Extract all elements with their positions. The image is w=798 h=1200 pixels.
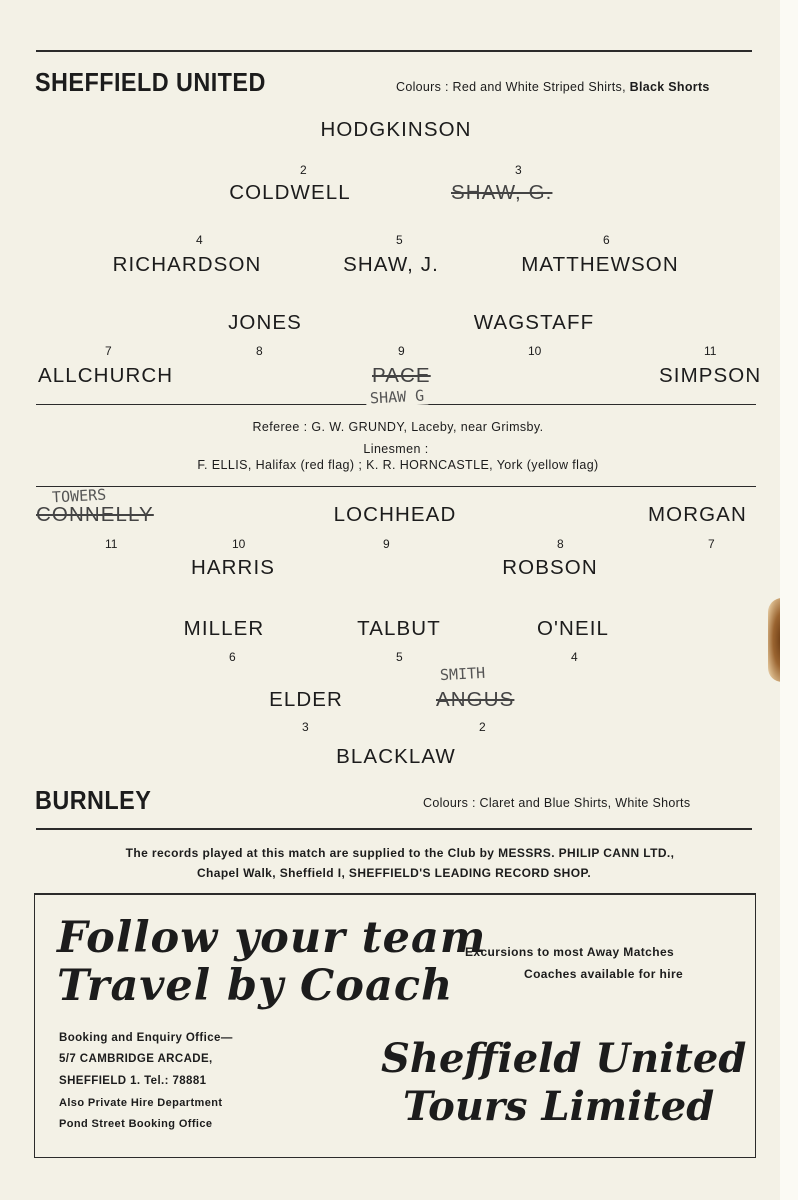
home-outside-right: ALLCHURCH — [38, 364, 174, 387]
home-inside-left: WAGSTAFF — [473, 311, 595, 334]
home-left-back-name: SHAW, G. — [451, 181, 553, 204]
home-centre-forward-name: PACE — [372, 364, 431, 387]
booking-line-3: SHEFFIELD 1. Tel.: 78881 — [59, 1075, 207, 1087]
away-centre-forward: LOCHHEAD — [333, 503, 457, 526]
home-pos-7: 7 — [105, 344, 112, 358]
away-centre-half: TALBUT — [357, 617, 441, 640]
advert-coaches: Coaches available for hire — [524, 967, 684, 981]
home-right-back: COLDWELL — [229, 181, 351, 204]
away-pos-11: 11 — [105, 537, 118, 551]
home-right-half: RICHARDSON — [112, 253, 262, 276]
home-centre-half: SHAW, J. — [343, 253, 439, 276]
away-pos-6: 6 — [229, 650, 236, 664]
home-pos-4: 4 — [196, 233, 203, 247]
away-goalkeeper: BLACKLAW — [336, 745, 456, 768]
coach-advert — [34, 895, 756, 1158]
away-left-half: MILLER — [183, 617, 265, 640]
home-colours-text: Colours : Red and White Striped Shirts, — [396, 80, 626, 94]
away-pos-8: 8 — [557, 537, 564, 551]
away-section-rule — [36, 486, 756, 487]
home-colours — [396, 80, 710, 94]
home-pos-9: 9 — [398, 344, 405, 358]
away-outside-left-name: CONNELLY — [36, 503, 154, 526]
home-handwritten-sub: SHAW G — [366, 386, 429, 407]
away-outside-right: MORGAN — [648, 503, 747, 526]
records-note-line2: Chapel Walk, Sheffield I, SHEFFIELD'S LEADING RECORD SHOP. — [196, 866, 592, 880]
home-left-half: MATTHEWSON — [521, 253, 679, 276]
company-name-1: Sheffield United — [381, 1035, 747, 1082]
home-centre-forward-crossed — [372, 364, 431, 388]
away-outside-left-crossed — [36, 503, 154, 527]
away-colours: Colours : Claret and Blue Shirts, White Shorts — [423, 796, 691, 810]
away-pos-7: 7 — [708, 537, 715, 551]
away-pos-5: 5 — [396, 650, 403, 664]
away-handwritten-sub-1: TOWERS — [51, 485, 107, 507]
linesmen-label: Linesmen : — [363, 442, 429, 456]
home-pos-8: 8 — [256, 344, 263, 358]
away-left-back: ELDER — [269, 688, 343, 711]
home-outside-left: SIMPSON — [659, 364, 762, 387]
home-pos-11: 11 — [704, 344, 717, 358]
page-edge — [780, 0, 798, 1200]
records-note-line1: The records played at this match are supplied to the Club by MESSRS. PHILIP CANN LTD., — [125, 846, 675, 860]
away-pos-9: 9 — [383, 537, 390, 551]
home-pos-3: 3 — [515, 163, 522, 177]
home-left-back-crossed — [451, 181, 552, 205]
away-pos-2: 2 — [479, 720, 486, 734]
away-right-back-crossed — [436, 688, 514, 712]
home-pos-2: 2 — [300, 163, 307, 177]
booking-line-1: Booking and Enquiry Office— — [59, 1032, 233, 1044]
company-name-2: Tours Limited — [403, 1083, 715, 1130]
home-pos-6: 6 — [603, 233, 610, 247]
referee-line: Referee : G. W. GRUNDY, Laceby, near Grimsby. — [252, 420, 544, 434]
booking-line-5: Pond Street Booking Office — [59, 1118, 213, 1130]
home-inside-right: JONES — [228, 311, 302, 334]
away-pos-4: 4 — [571, 650, 578, 664]
away-right-back-name: ANGUS — [436, 688, 515, 711]
away-team-name: BURNLEY — [35, 785, 152, 815]
away-inside-right: ROBSON — [502, 556, 598, 579]
away-pos-10: 10 — [232, 537, 246, 551]
booking-line-2: 5/7 CAMBRIDGE ARCADE, — [59, 1053, 213, 1065]
booking-line-4: Also Private Hire Department — [59, 1097, 223, 1109]
home-goalkeeper: HODGKINSON — [320, 118, 472, 141]
linesmen-line: F. ELLIS, Halifax (red flag) ; K. R. HORNCASTLE, York (yellow flag) — [197, 458, 599, 472]
away-handwritten-sub-2: SMITH — [439, 663, 486, 685]
records-rule — [36, 828, 752, 830]
advert-excursions: Excursions to most Away Matches — [465, 945, 675, 959]
home-colours-bold: Black Shorts — [629, 80, 710, 94]
home-pos-5: 5 — [396, 233, 403, 247]
top-rule — [36, 50, 752, 52]
advert-headline-1: Follow your team — [57, 913, 487, 963]
home-team-name: SHEFFIELD UNITED — [35, 67, 266, 97]
away-pos-3: 3 — [302, 720, 309, 734]
advert-headline-2: Travel by Coach — [57, 961, 454, 1011]
away-right-half: O'NEIL — [536, 617, 610, 640]
home-pos-10: 10 — [528, 344, 542, 358]
away-inside-left: HARRIS — [190, 556, 276, 579]
